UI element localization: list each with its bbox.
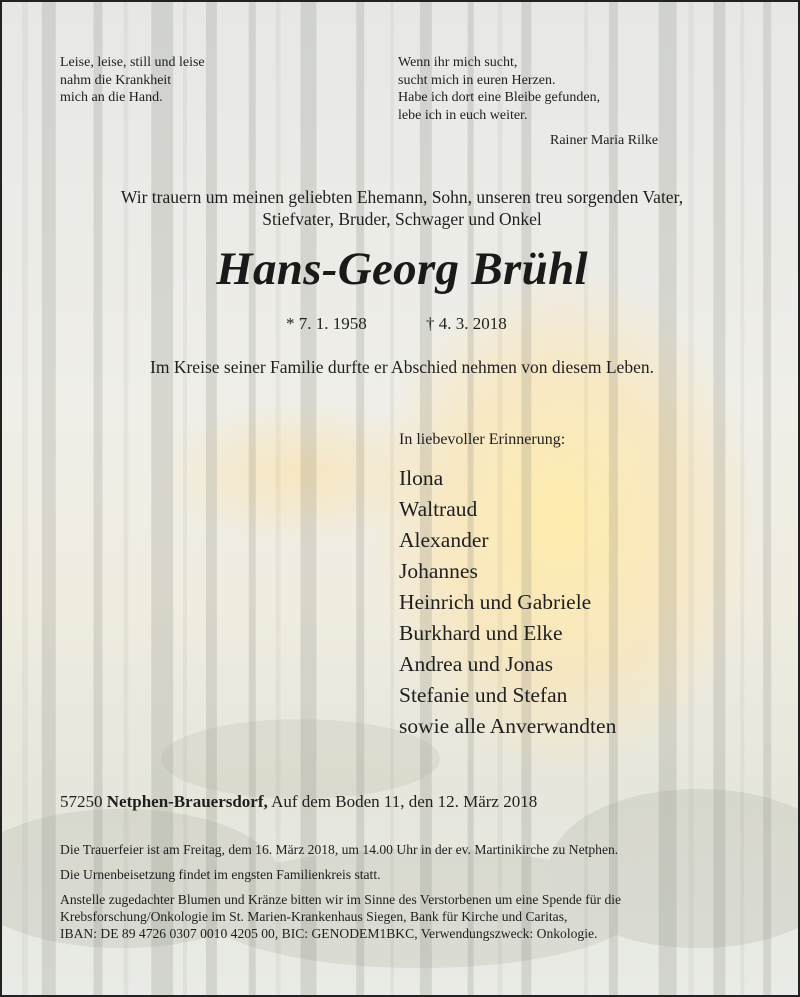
- notes-section: [60, 841, 760, 942]
- service-note: Die Trauerfeier ist am Freitag, dem 16. März 2018, um 14.00 Uhr in der ev. Martinikirche zu Netphen.: [60, 842, 619, 857]
- poem-line: lebe ich in euch weiter.: [398, 107, 528, 123]
- donation-note: [60, 891, 760, 942]
- mourner-name: Johannes: [399, 559, 478, 583]
- town: Netphen-Brauersdorf,: [106, 792, 268, 811]
- mourner-name: Alexander: [399, 528, 489, 552]
- intro-text: [2, 186, 800, 230]
- deceased-name: Hans-Georg Brühl: [216, 243, 588, 295]
- mourner-name: Waltraud: [399, 497, 478, 521]
- donation-line: Anstelle zugedachter Blumen und Kränze bitten wir im Sinne des Verstorbenen um eine Spende für die: [60, 892, 622, 907]
- mourners-list: [399, 463, 616, 742]
- mourner-name: Stefanie und Stefan: [399, 683, 568, 707]
- donation-line: Krebsforschung/Onkologie im St. Marien-Krankenhaus Siegen, Bank für Kirche und Caritas,: [60, 909, 568, 924]
- intro-line: Stiefvater, Bruder, Schwager und Onkel: [262, 209, 542, 229]
- mourner-name: Ilona: [399, 466, 444, 490]
- poem-line: mich an die Hand.: [60, 90, 163, 105]
- poem-line: Leise, leise, still und leise: [60, 55, 205, 70]
- memory-heading: In liebevoller Erinnerung:: [399, 431, 566, 448]
- poem-left: [60, 54, 205, 107]
- urn-note: Die Urnenbeisetzung findet im engsten Familienkreis statt.: [60, 867, 381, 882]
- poem-right: [398, 54, 600, 124]
- birth-date: * 7. 1. 1958: [286, 314, 367, 333]
- poem-line: sucht mich in euren Herzen.: [398, 72, 556, 88]
- donation-line: IBAN: DE 89 4726 0307 0010 4205 00, BIC: GENODEM1BKC, Verwendungszweck: Onkologie.: [60, 926, 598, 941]
- mourner-name: sowie alle Anverwandten: [399, 714, 617, 738]
- intro-line: Wir trauern um meinen geliebten Ehemann, Sohn, unseren treu sorgenden Vater,: [120, 187, 684, 207]
- farewell-text: Im Kreise seiner Familie durfte er Abschied nehmen von diesem Leben.: [150, 357, 654, 377]
- mourner-name: Andrea und Jonas: [399, 652, 554, 676]
- mourner-name: Heinrich und Gabriele: [399, 590, 592, 614]
- death-date: † 4. 3. 2018: [426, 314, 507, 333]
- mourner-name: Burkhard und Elke: [399, 621, 563, 645]
- poem-line: Wenn ihr mich sucht,: [398, 55, 518, 70]
- poem-author: Rainer Maria Rilke: [550, 133, 659, 148]
- poem-line: Habe ich dort eine Bleibe gefunden,: [398, 90, 601, 105]
- address-date: Auf dem Boden 11, den 12. März 2018: [271, 792, 538, 811]
- postcode: 57250: [60, 792, 103, 811]
- poem-line: nahm die Krankheit: [60, 72, 172, 88]
- place-date-line: [60, 792, 537, 812]
